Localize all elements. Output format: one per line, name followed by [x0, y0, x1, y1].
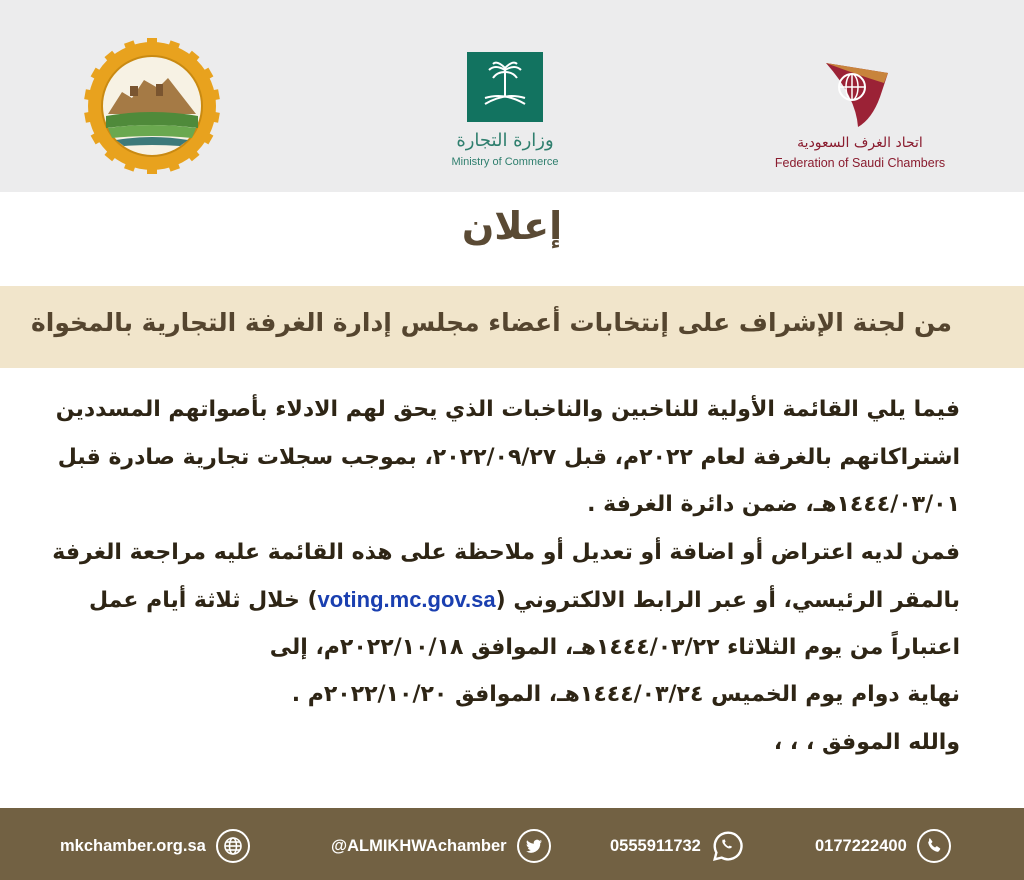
phone-contact[interactable]	[815, 828, 951, 864]
mikhwa-chamber-logo-icon	[84, 38, 220, 174]
federation-logo	[760, 55, 960, 175]
body-line-3: ١٤٤٤/٠٣/٠١هـ، ضمن دائرة الغرفة .	[587, 492, 960, 517]
website-contact[interactable]	[60, 828, 250, 864]
whatsapp-contact[interactable]	[610, 828, 745, 864]
twitter-icon	[517, 829, 551, 863]
announcement-subtitle: من لجنة الإشراف على إنتخابات أعضاء مجلس إدارة الغرفة التجارية بالمخواة	[31, 308, 952, 337]
federation-name-english: Federation of Saudi Chambers	[774, 156, 946, 170]
website-text[interactable]: mkchamber.org.sa	[60, 836, 206, 855]
subtitle-band	[0, 286, 1024, 368]
whatsapp-number[interactable]: 0555911732	[610, 836, 701, 855]
phone-icon	[917, 829, 951, 863]
body-line-1: فيما يلي القائمة الأولية للناخبين والناخبات الذي يحق لهم الادلاء بأصواتهم المسددين	[55, 397, 960, 422]
footer-bar	[0, 808, 1024, 880]
twitter-contact[interactable]	[331, 828, 551, 864]
announcement-title: إعلان	[461, 204, 563, 248]
header-bar	[0, 0, 1024, 192]
globe-icon	[216, 829, 250, 863]
twitter-handle[interactable]: @ALMIKHWAchamber	[331, 836, 507, 855]
body-line-2: اشتراكاتهم بالغرفة لعام ٢٠٢٢م، قبل ٢٠٢٢/٠٩/٢٧، بموجب سجلات تجارية صادرة قبل	[57, 444, 960, 470]
announcement-body	[52, 386, 960, 766]
ministry-of-commerce-logo-icon	[467, 52, 543, 122]
phone-number[interactable]: 0177222400	[815, 836, 907, 855]
body-line-5	[60, 576, 960, 624]
body-line-5-start: بالمقر الرئيسي، أو عبر الرابط الالكتروني (	[495, 588, 960, 613]
federation-name-arabic: اتحاد الغرف السعودية	[797, 135, 923, 151]
body-line-8: والله الموفق ، ، ،	[773, 729, 960, 755]
body-line-5-end: ) خلال ثلاثة أيام عمل	[89, 588, 318, 613]
ministry-name-arabic: وزارة التجارة	[456, 130, 554, 151]
whatsapp-icon	[711, 829, 745, 863]
ministry-name-english: Ministry of Commerce	[451, 156, 559, 168]
voting-link[interactable]: voting.mc.gov.sa	[317, 587, 496, 612]
federation-logo-icon	[822, 57, 892, 129]
body-line-6: اعتباراً من يوم الثلاثاء ١٤٤٤/٠٣/٢٢هـ، الموافق ٢٠٢٢/١٠/١٨م، إلى	[269, 634, 960, 660]
ministry-of-commerce-logo	[430, 52, 580, 174]
body-line-7: نهاية دوام يوم الخميس ١٤٤٤/٠٣/٢٤هـ، الموافق ٢٠٢٢/١٠/٢٠م .	[291, 682, 960, 707]
body-line-4: فمن لديه اعتراض أو اضافة أو تعديل أو ملاحظة على هذه القائمة عليه مراجعة الغرفة	[52, 539, 960, 565]
